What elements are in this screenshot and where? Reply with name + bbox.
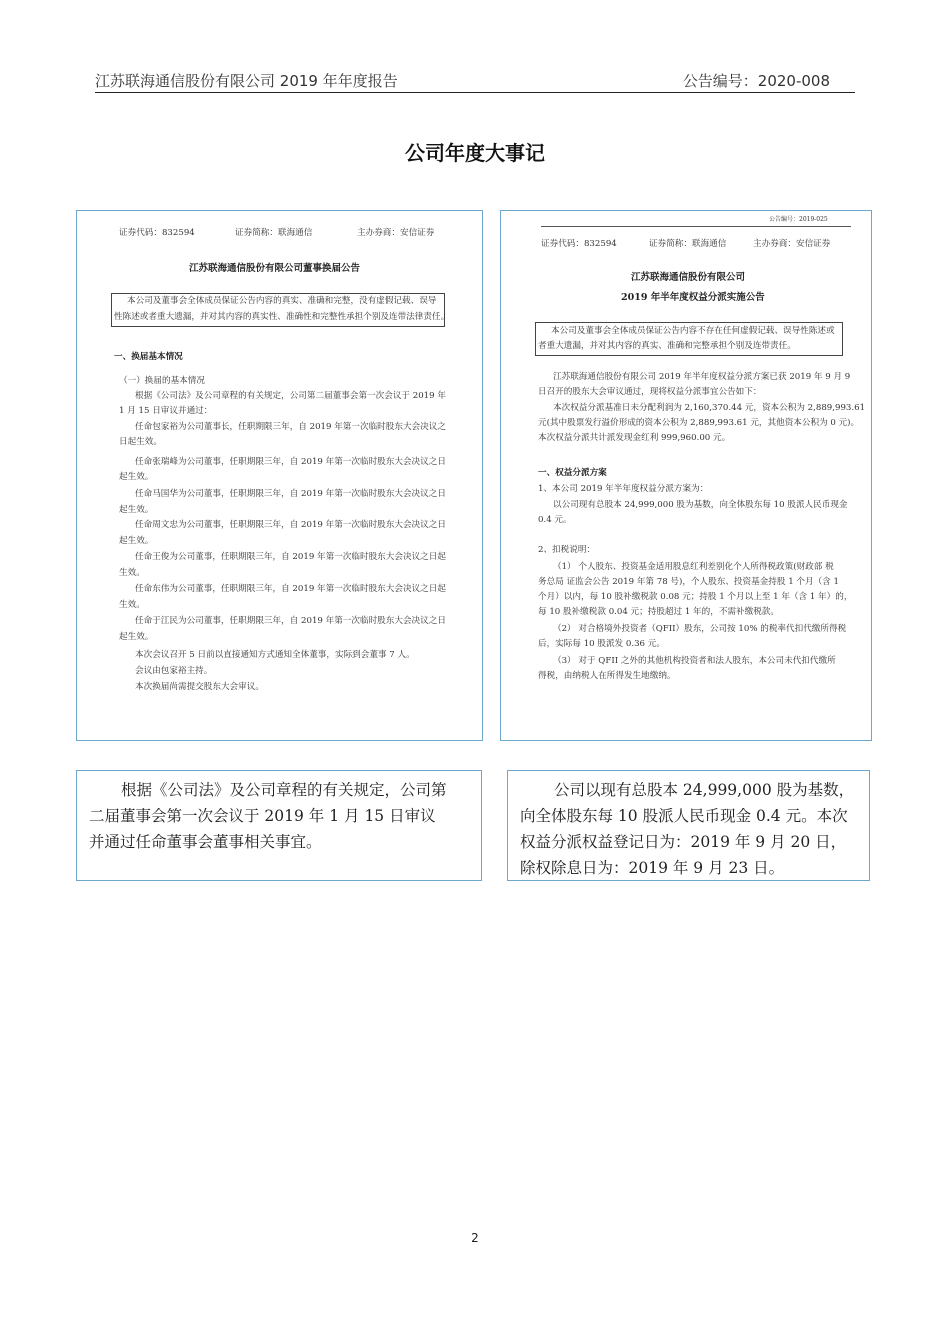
scan2-title-notice: 2019 年半年度权益分派实施公告	[621, 292, 765, 303]
scan1-title: 江苏联海通信股份有限公司董事换届公告	[189, 263, 361, 274]
caption-line: 向全体股东每 10 股派人民币现金 0.4 元。本次	[520, 807, 848, 825]
scan2-line: 0.4 元。	[538, 515, 572, 525]
scan2-section-heading: 一、权益分派方案	[538, 468, 607, 478]
scan2-line: 2、扣税说明：	[538, 545, 596, 555]
scan1-line: 任命马国华为公司董事，任职期限三年，自 2019 年第一次临时股东大会决议之日	[135, 489, 446, 499]
scan1-line: 起生效。	[119, 472, 154, 482]
scan1-line: 任命于江民为公司董事，任职期限三年，自 2019 年第一次临时股东大会决议之日	[135, 616, 446, 626]
scan2-intro-line: 本次权益分派共计派发现金红利 999,960.00 元。	[538, 433, 731, 443]
page-number: 2	[471, 1231, 479, 1245]
scan1-line: 日起生效。	[119, 437, 162, 447]
scan1-line: 本次换届尚需提交股东大会审议。	[135, 682, 264, 692]
scan2-notice-line: 者重大遗漏，并对其内容的真实、准确和完整承担个别及连带责任。	[538, 341, 796, 351]
scan2-line: （2） 对合格境外投资者（QFII）股东，公司按 10% 的税率代扣代缴所得税	[553, 624, 847, 634]
scan1-line: 根据《公司法》及公司章程的有关规定，公司第二届董事会第一次会议于 2019 年	[135, 391, 446, 401]
scan2-line: 务总局 证监会公告 2019 年第 78 号)，个人股东、投资基金持股 1 个月（含 1	[538, 577, 839, 587]
scan2-notice-line: 本公司及董事会全体成员保证公告内容不存在任何虚假记载、误导性陈述或	[551, 326, 835, 336]
caption-line: 除权除息日为：2019 年 9 月 23 日。	[520, 859, 785, 877]
scan2-line: 后，实际每 10 股派发 0.36 元。	[538, 639, 665, 649]
caption-line: 二届董事会第一次会议于 2019 年 1 月 15 日审议	[89, 807, 436, 825]
scan2-meta-code: 证券代码：832594	[541, 239, 617, 249]
scan1-line: 任命周文忠为公司董事，任职期限三年，自 2019 年第一次临时股东大会决议之日	[135, 520, 446, 530]
scan2-line: （3） 对于 QFII 之外的其他机构投资者和法人股东，本公司未代扣代缴所	[553, 656, 836, 666]
caption-line: 权益分派权益登记日为：2019 年 9 月 20 日，	[520, 833, 847, 851]
page-header	[95, 68, 855, 94]
caption-board-election	[76, 770, 482, 881]
page-title: 公司年度大事记	[405, 141, 545, 165]
scan1-line: 起生效。	[119, 632, 154, 642]
scan2-meta-abbr: 证券简称：联海通信	[649, 239, 727, 249]
scan2-intro-line: 本次权益分派基准日未分配利润为 2,160,370.44 元，资本公积为 2,889,993.61	[553, 403, 866, 413]
scan2-line: 1、本公司 2019 年半年度权益分派方案为：	[538, 484, 709, 494]
scan1-line: 起生效。	[119, 536, 154, 546]
scan1-line: （一）换届的基本情况	[119, 376, 205, 386]
scan2-top-rule	[541, 226, 851, 227]
header-rule	[95, 92, 855, 93]
scan1-notice-line: 性陈述或者重大遗漏，并对其内容的真实性、准确性和完整性承担个别及连带法律责任。	[114, 312, 450, 322]
scan2-meta-broker: 主办券商：安信证券	[753, 239, 831, 249]
scan1-line: 任命东伟为公司董事，任职期限三年，自 2019 年第一次临时股东大会决议之日起	[135, 584, 446, 594]
scan1-line: 本次会议召开 5 日前以直接通知方式通知全体董事，实际到会董事 7 人。	[135, 650, 415, 660]
caption-line: 根据《公司法》及公司章程的有关规定，公司第	[121, 781, 447, 799]
scan2-line: （1） 个人股东、投资基金适用股息红利差别化个人所得税政策(财政部 税	[553, 562, 834, 572]
caption-line: 公司以现有总股本 24,999,000 股为基数，	[554, 781, 855, 799]
scanned-document-dividend-notice	[500, 210, 872, 741]
scan1-line: 任命王俊为公司董事，任职期限三年，自 2019 年第一次临时股东大会决议之日起	[135, 552, 446, 562]
scan1-section-heading: 一、换届基本情况	[114, 352, 183, 362]
scan1-meta-code: 证券代码：832594	[119, 228, 195, 238]
scanned-document-board-election	[76, 210, 483, 741]
scan2-line: 每 10 股补缴税款 0.04 元；持股超过 1 年的，不需补缴税款。	[538, 607, 779, 617]
scan1-meta-broker: 主办券商：安信证券	[357, 228, 435, 238]
scan2-title-company: 江苏联海通信股份有限公司	[631, 272, 746, 283]
scan2-intro-line: 元(其中股票发行溢价形成的资本公积为 2,889,993.61 元，其他资本公积为 0 元)。	[538, 418, 860, 428]
scan1-line: 生效。	[119, 568, 145, 578]
scan1-line: 会议由包家裕主持。	[135, 666, 213, 676]
caption-line: 并通过任命董事会董事相关事宜。	[89, 833, 322, 851]
caption-dividend	[507, 770, 870, 881]
scan2-line: 以公司现有总股本 24,999,000 股为基数，向全体股东每 10 股派人民币现金	[553, 500, 848, 510]
scan1-line: 任命张瑞峰为公司董事，任职期限三年，自 2019 年第一次临时股东大会决议之日	[135, 457, 446, 467]
scan1-line: 生效。	[119, 600, 145, 610]
scan1-line: 1 月 15 日审议并通过：	[119, 406, 213, 416]
scan1-notice-line: 本公司及董事会全体成员保证公告内容的真实、准确和完整，没有虚假记载、误导	[127, 296, 437, 306]
scan1-line: 任命包家裕为公司董事长，任职期限三年，自 2019 年第一次临时股东大会决议之	[135, 422, 446, 432]
scan1-meta-abbr: 证券简称：联海通信	[235, 228, 313, 238]
scan1-line: 起生效。	[119, 505, 154, 515]
scan2-line: 得税，由纳税人在所得发生地缴纳。	[538, 671, 676, 681]
header-announcement-number: 公告编号：2020-008	[682, 72, 830, 90]
scan2-intro-line: 江苏联海通信股份有限公司 2019 年半年度权益分派方案已获 2019 年 9 月 9	[553, 372, 851, 382]
scan2-announcement-code: 公告编号：2019-025	[769, 216, 828, 223]
header-company-report: 江苏联海通信股份有限公司 2019 年年度报告	[95, 72, 398, 90]
scan2-line: 个月）以内，每 10 股补缴税款 0.08 元；持股 1 个月以上至 1 年（含 1 年）的，	[538, 592, 853, 602]
scan2-intro-line: 日召开的股东大会审议通过，现将权益分派事宜公告如下：	[538, 387, 762, 397]
